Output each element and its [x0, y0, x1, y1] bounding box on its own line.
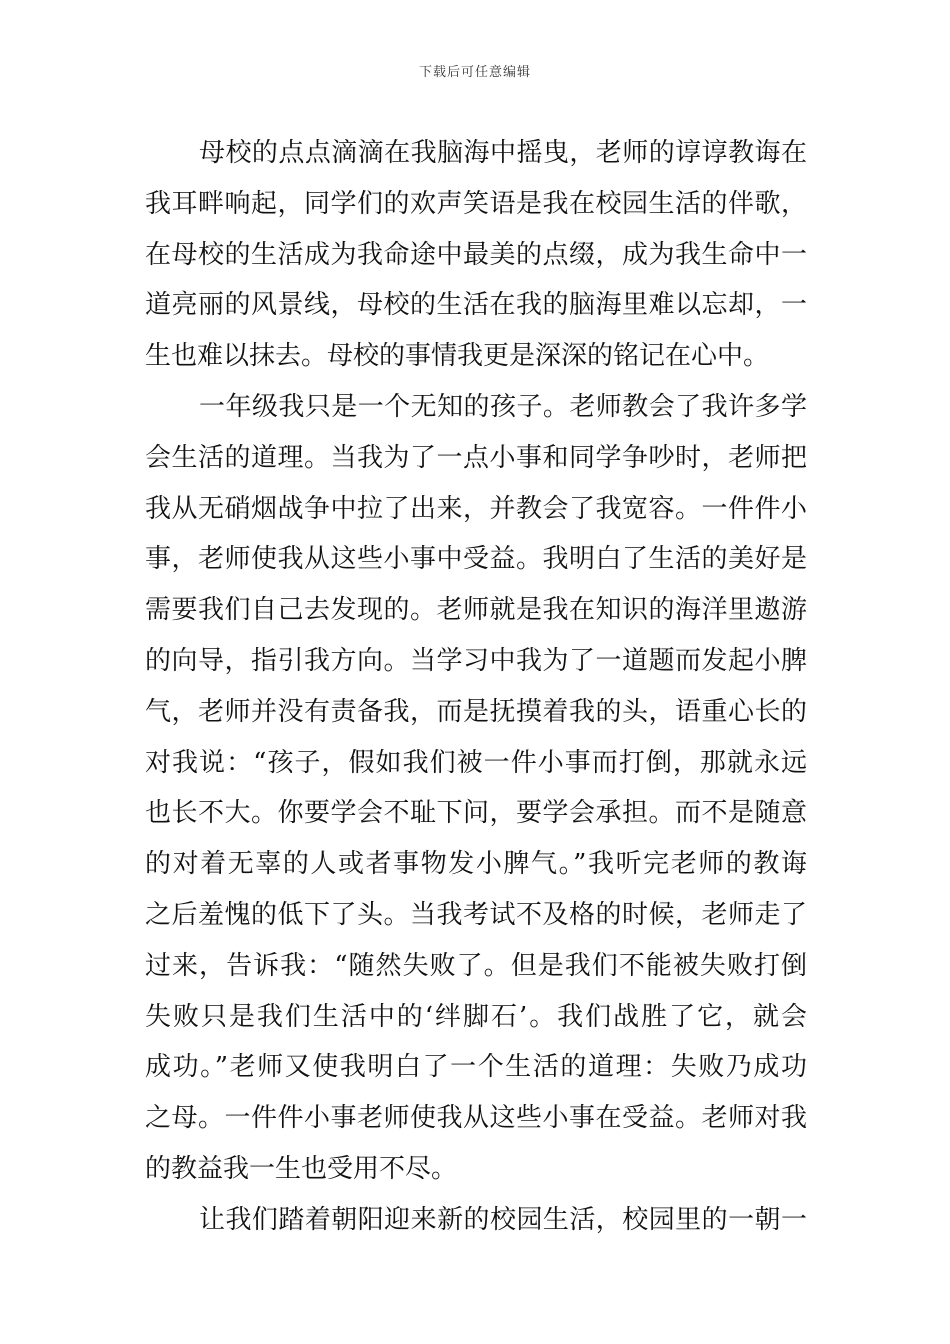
text-line: 也长不大。你要学会不耻下问，要学会承担。而不是随意 [145, 798, 807, 829]
text-line: 我从无硝烟战争中拉了出来，并教会了我宽容。一件件小 [145, 493, 807, 524]
text-line: 过来，告诉我：“随然失败了。但是我们不能被失败打倒 [145, 950, 807, 981]
text-line: 对我说：“孩子，假如我们被一件小事而打倒，那就永远 [145, 747, 807, 778]
text-line: 事，老师使我从这些小事中受益。我明白了生活的美好是 [145, 544, 807, 575]
text-line: 之后羞愧的低下了头。当我考试不及格的时候，老师走了 [145, 899, 807, 930]
document-body [145, 128, 807, 1246]
page-header: 下载后可任意编辑 [418, 65, 531, 80]
text-line: 的对着无辜的人或者事物发小脾气。”我听完老师的教诲 [145, 849, 807, 880]
text-line: 的向导，指引我方向。当学习中我为了一道题而发起小脾 [145, 645, 807, 676]
text-line: 在母校的生活成为我命途中最美的点缀，成为我生命中一 [145, 239, 807, 270]
text-line: 的教益我一生也受用不尽。 [145, 1153, 458, 1184]
text-line: 道亮丽的风景线，母校的生活在我的脑海里难以忘却，一 [145, 290, 807, 321]
text-line: 我耳畔响起，同学们的欢声笑语是我在校园生活的伴歌， [145, 188, 807, 219]
paragraph-3 [145, 1195, 807, 1246]
text-line: 失败只是我们生活中的‘绊脚石’。我们战胜了它，就会 [145, 1001, 807, 1032]
paragraph-1 [145, 128, 807, 382]
text-line: 气，老师并没有责备我，而是抚摸着我的头，语重心长的 [145, 696, 807, 727]
text-line: 需要我们自己去发现的。老师就是我在知识的海洋里遨游 [145, 595, 807, 626]
text-line: 成功。”老师又使我明白了一个生活的道理：失败乃成功 [145, 1052, 807, 1083]
text-line: 之母。一件件小事老师使我从这些小事在受益。老师对我 [145, 1103, 807, 1134]
text-line: 母校的点点滴滴在我脑海中摇曳，老师的谆谆教诲在 [199, 138, 807, 168]
text-line: 一年级我只是一个无知的孩子。老师教会了我许多学 [199, 391, 807, 422]
text-line: 生也难以抹去。母校的事情我更是深深的铭记在心中。 [145, 341, 770, 372]
text-line: 让我们踏着朝阳迎来新的校园生活，校园里的一朝一 [199, 1204, 807, 1235]
text-line: 会生活的道理。当我为了一点小事和同学争吵时，老师把 [145, 442, 807, 473]
paragraph-2 [145, 382, 807, 1195]
